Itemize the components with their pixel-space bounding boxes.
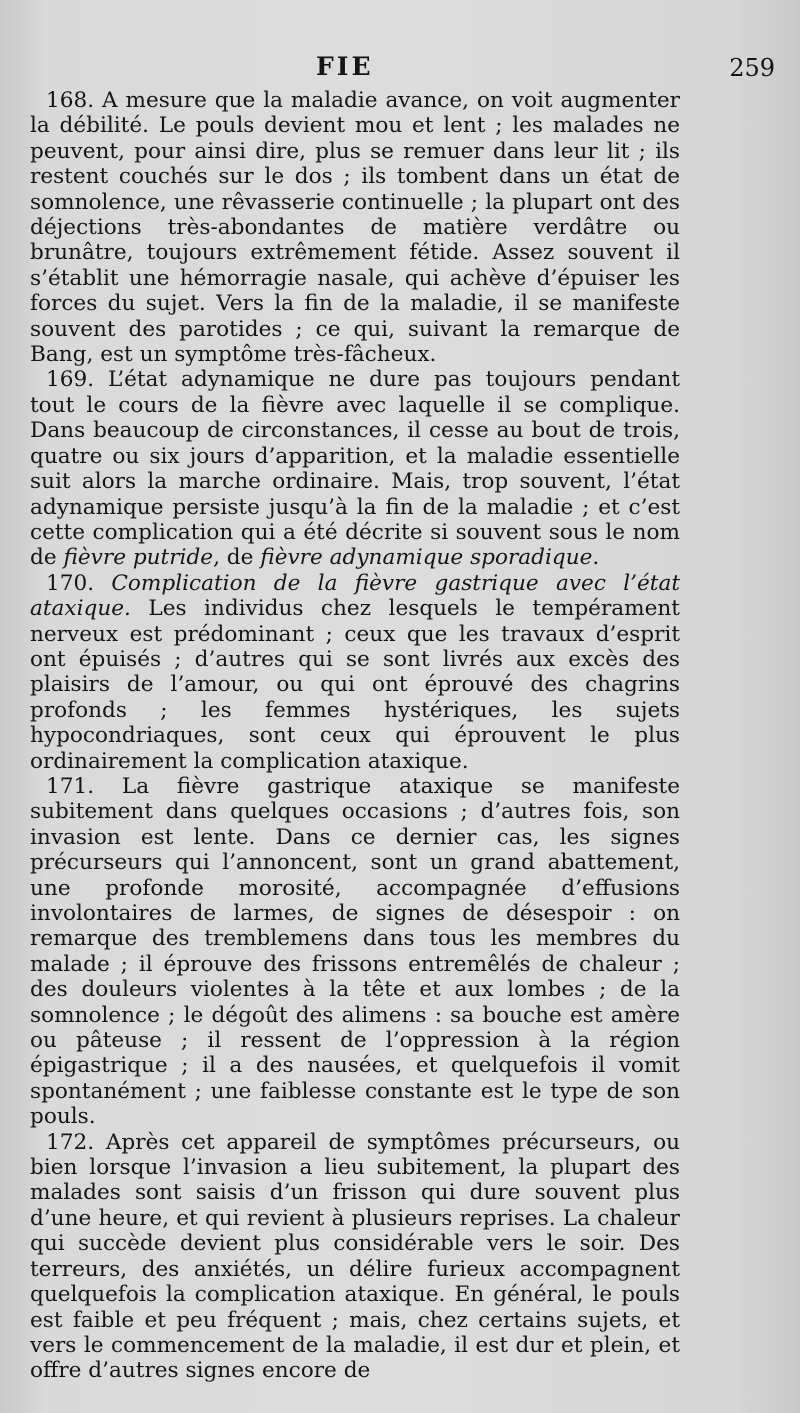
paragraph-170 [30, 571, 680, 774]
paragraph-text: A mesure que la maladie avance, on voit augmenter la débilité. Le pouls devient mou et lent ; les malades ne peuvent, pour ainsi dire, plus se remuer dans leur lit ; ils restent couchés sur le dos ; ils tombent dans un état de somnolence, une rêvasserie continuelle ; la plupart ont des déjections très-abondantes de matière verdâtre ou brunâtre, toujours extrêmement fétide. Assez souvent il s’établit une hémorragie nasale, qui achève d’épuiser les forces du sujet. Vers la fin de la maladie, il se manifeste souvent des parotides ; ce qui, suivant la remarque de Bang, est un symptôme très-fâcheux. [30, 88, 680, 368]
paragraph-172 [30, 1130, 680, 1384]
page-number: 259 [729, 54, 775, 82]
running-head: FIE [316, 52, 374, 81]
paragraph-169 [30, 367, 680, 570]
paragraph-text: . [592, 545, 600, 571]
paragraph-number: 168. [46, 88, 95, 113]
italic-term: fièvre adynamique sporadique [260, 545, 593, 571]
paragraph-number: 172. [46, 1129, 95, 1155]
body-text [30, 88, 680, 1384]
paragraph-171 [30, 774, 680, 1130]
paragraph-number: 170. [46, 570, 95, 596]
paragraph-text: Après cet appareil de symptômes précurseurs, ou bien lorsque l’invasion a lieu subitement, la plupart des malades sont saisis d’un frisson qui dure souvent plus d’une heure, et qui revient à plusieurs reprises. La chaleur qui succède devient plus considérable vers le soir. Des terreurs, des anxiétés, un délire furieux accompagnent quelquefois la complication ataxique. En général, le pouls est faible et peu fréquent ; mais, chez certains sujets, et vers le commencement de la maladie, il est dur et plein, et offre d’autres signes encore de [30, 1129, 680, 1384]
paragraph-text: , de [213, 545, 254, 571]
paragraph-168 [30, 88, 680, 367]
paragraph-number: 171. [46, 773, 95, 799]
italic-term: fièvre putride [63, 545, 214, 571]
paragraph-number: 169. [46, 367, 95, 393]
section-title: Complication de la fièvre gastrique avec l’état ataxique. [30, 570, 680, 622]
paragraph-text: L’état adynamique ne dure pas toujours pendant tout le cours de la fièvre avec laquelle il se complique. Dans beaucoup de circonstances, il cesse au bout de trois, quatre ou six jours d’apparition, et la maladie essentielle suit alors la marche ordinaire. Mais, trop souvent, l’état adynamique persiste jusqu’à la fin de la maladie ; et c’est cette complication qui a été décrite si souvent sous le nom de [30, 367, 680, 571]
paragraph-text: Les individus chez lesquels le tempérament nerveux est prédominant ; ceux que les travaux d’esprit ont épuisés ; d’autres qui se sont livrés aux excès des plaisirs de l’amour, ou qui ont éprouvé des chagrins profonds ; les femmes hystériques, les sujets hypocondriaques, sont ceux qui éprouvent le plus ordinairement la complication ataxique. [30, 596, 680, 774]
page-header [30, 52, 775, 88]
paragraph-text: La fièvre gastrique ataxique se manifeste subitement dans quelques occasions ; d’autres fois, son invasion est lente. Dans ce dernier cas, les signes précurseurs qui l’annoncent, sont un grand abattement, une profonde morosité, accompagnée d’effusions involontaires de larmes, de signes de désespoir : on remarque des tremblemens dans tous les membres du malade ; il éprouve des frissons entremêlés de chaleur ; des douleurs violentes à la tête et aux lombes ; de la somnolence ; le dégoût des alimens : sa bouche est amère ou pâteuse ; il ressent de l’oppression à la région épigastrique ; il a des nausées, et quelquefois il vomit spontanément ; une faiblesse constante est le type de son pouls. [30, 773, 680, 1130]
